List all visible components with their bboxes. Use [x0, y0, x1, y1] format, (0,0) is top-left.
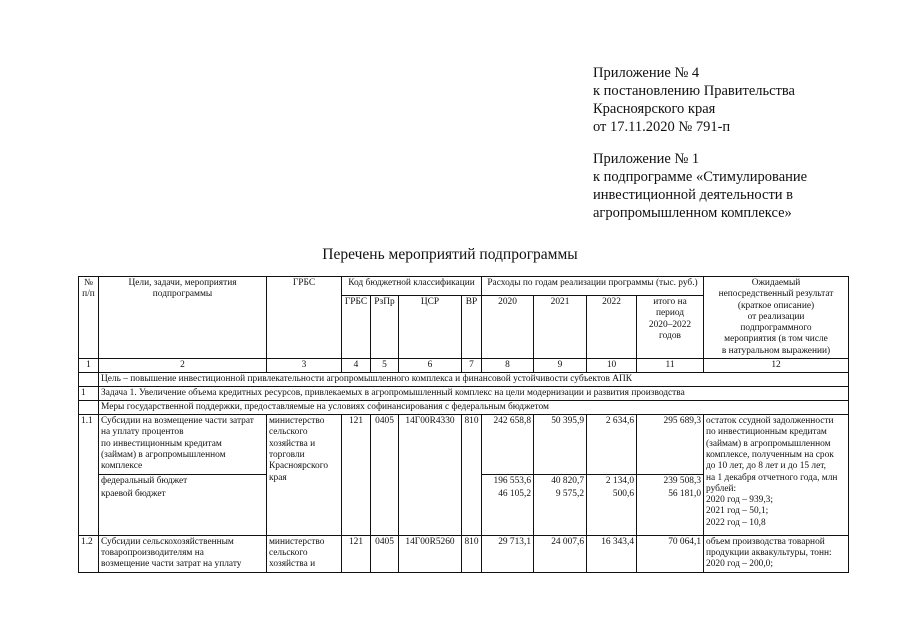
header-expected-result: Ожидаемый непосредственный результат (краткое описание) от реализации подпрограммного мероприятия (в том числе в натуральном выражении) [704, 277, 849, 359]
column-number: 1 [79, 359, 99, 373]
column-numbers-row [79, 359, 849, 373]
annex-line: инвестиционной деятельности в [593, 187, 794, 203]
row-csr: 14Г00R4330 [399, 415, 462, 536]
row-vr: 810 [462, 535, 482, 572]
header-budget-code: Код бюджетной классификации [342, 277, 482, 296]
header-csr: ЦСР [399, 296, 462, 359]
column-number: 8 [482, 359, 534, 373]
header-expenses: Расходы по годам реализации программы (тыс. руб.) [482, 277, 704, 296]
row-rzpr: 0405 [371, 535, 399, 572]
row-2021: 50 395,9 [534, 415, 587, 474]
annex-line: Красноярского края [593, 101, 716, 117]
annex-line: к подпрограмме «Стимулирование [593, 169, 808, 185]
annex-line: агропромышленном комплексе» [593, 205, 792, 221]
header-year-2020: 2020 [482, 296, 534, 359]
row-name: Субсидии сельскохозяйственным товаропроизводителям на возмещение части затрат на уплату [99, 535, 267, 572]
row-grbs-code: 121 [342, 535, 371, 572]
header-row-1 [79, 277, 849, 296]
row-2022: 2 634,6 [587, 415, 637, 474]
goal-row [79, 373, 849, 387]
annex-line: Приложение № 1 [593, 151, 700, 167]
task-text: Задача 1. Увеличение объема кредитных ресурсов, привлекаемых в агропромышленный комплекс на цели модернизации и развития производства [99, 387, 849, 401]
header-num: № п/п [79, 277, 99, 359]
row-grbs: министерство сельского хозяйства и [267, 535, 342, 572]
column-number: 10 [587, 359, 637, 373]
federal-budget-label: федеральный бюджет [99, 474, 267, 488]
row-num: 1.1 [79, 415, 99, 536]
task-row [79, 387, 849, 401]
regional-2020: 46 105,2 [482, 488, 534, 536]
header-year-2021: 2021 [534, 296, 587, 359]
federal-total: 239 508,3 [637, 474, 704, 488]
document-title: Перечень мероприятий подпрограммы [322, 246, 578, 263]
row-total: 70 064,1 [637, 535, 704, 572]
measures-table [78, 276, 849, 573]
column-number: 11 [637, 359, 704, 373]
row-name: Субсидии на возмещение части затрат на уплату процентов по инвестиционным кредитам (займам) в агропромышленном комплексе [99, 415, 267, 474]
column-number: 3 [267, 359, 342, 373]
column-number: 9 [534, 359, 587, 373]
header-goals: Цели, задачи, мероприятия подпрограммы [99, 277, 267, 359]
row-2021: 24 007,6 [534, 535, 587, 572]
row-2020: 242 658,8 [482, 415, 534, 474]
goal-text: Цель – повышение инвестиционной привлекательности агропромышленного комплекса и финансовой устойчивости субъектов АПК [99, 373, 849, 387]
measures-num-cell [79, 401, 99, 415]
header-grbs-code: ГРБС [342, 296, 371, 359]
row-rzpr: 0405 [371, 415, 399, 536]
annex-line: Приложение № 4 [593, 65, 700, 81]
header-rzpr: РзПр [371, 296, 399, 359]
row-expected-result: объем производства товарной продукции аквакультуры, тонн: 2020 год – 200,0; [704, 535, 849, 572]
row-total: 295 689,3 [637, 415, 704, 474]
measures-text: Меры государственной поддержки, предоставляемые на условиях софинансирования с федеральным бюджетом [99, 401, 849, 415]
annex-line: от 17.11.2020 № 791-п [593, 119, 731, 135]
regional-2021: 9 575,2 [534, 488, 587, 536]
column-number: 4 [342, 359, 371, 373]
federal-2021: 40 820,7 [534, 474, 587, 488]
annex-line: к постановлению Правительства [593, 83, 795, 99]
measures-row [79, 401, 849, 415]
row-grbs: министерство сельского хозяйства и торговли Красноярского края [267, 415, 342, 536]
regional-budget-label: краевой бюджет [99, 488, 267, 536]
row-1-2 [79, 535, 849, 572]
column-number: 6 [399, 359, 462, 373]
regional-total: 56 181,0 [637, 488, 704, 536]
row-1-1 [79, 415, 849, 474]
column-number: 7 [462, 359, 482, 373]
row-vr: 810 [462, 415, 482, 536]
row-2022: 16 343,4 [587, 535, 637, 572]
task-num: 1 [79, 387, 99, 401]
row-2020: 29 713,1 [482, 535, 534, 572]
column-number: 2 [99, 359, 267, 373]
annex-1-header [593, 150, 807, 222]
row-expected-result: остаток ссудной задолженности по инвестиционным кредитам (займам) в агропромышленном комплексе, полученным на срок до 10 лет, до 8 лет и до 15 лет, на 1 декабря отчетного года, млн рублей: 2020 год – 939,3; 2021 год – 50,1; 2022 год – 10,8 [704, 415, 849, 536]
regional-2022: 500,6 [587, 488, 637, 536]
federal-2020: 196 553,6 [482, 474, 534, 488]
column-number: 5 [371, 359, 399, 373]
annex-4-header [593, 64, 795, 136]
column-number: 12 [704, 359, 849, 373]
header-vr: ВР [462, 296, 482, 359]
row-grbs-code: 121 [342, 415, 371, 536]
header-grbs: ГРБС [267, 277, 342, 359]
row-num: 1.2 [79, 535, 99, 572]
row-csr: 14Г00R5260 [399, 535, 462, 572]
goal-num-cell [79, 373, 99, 387]
federal-2022: 2 134,0 [587, 474, 637, 488]
header-total: итого на период 2020–2022 годов [637, 296, 704, 359]
header-year-2022: 2022 [587, 296, 637, 359]
